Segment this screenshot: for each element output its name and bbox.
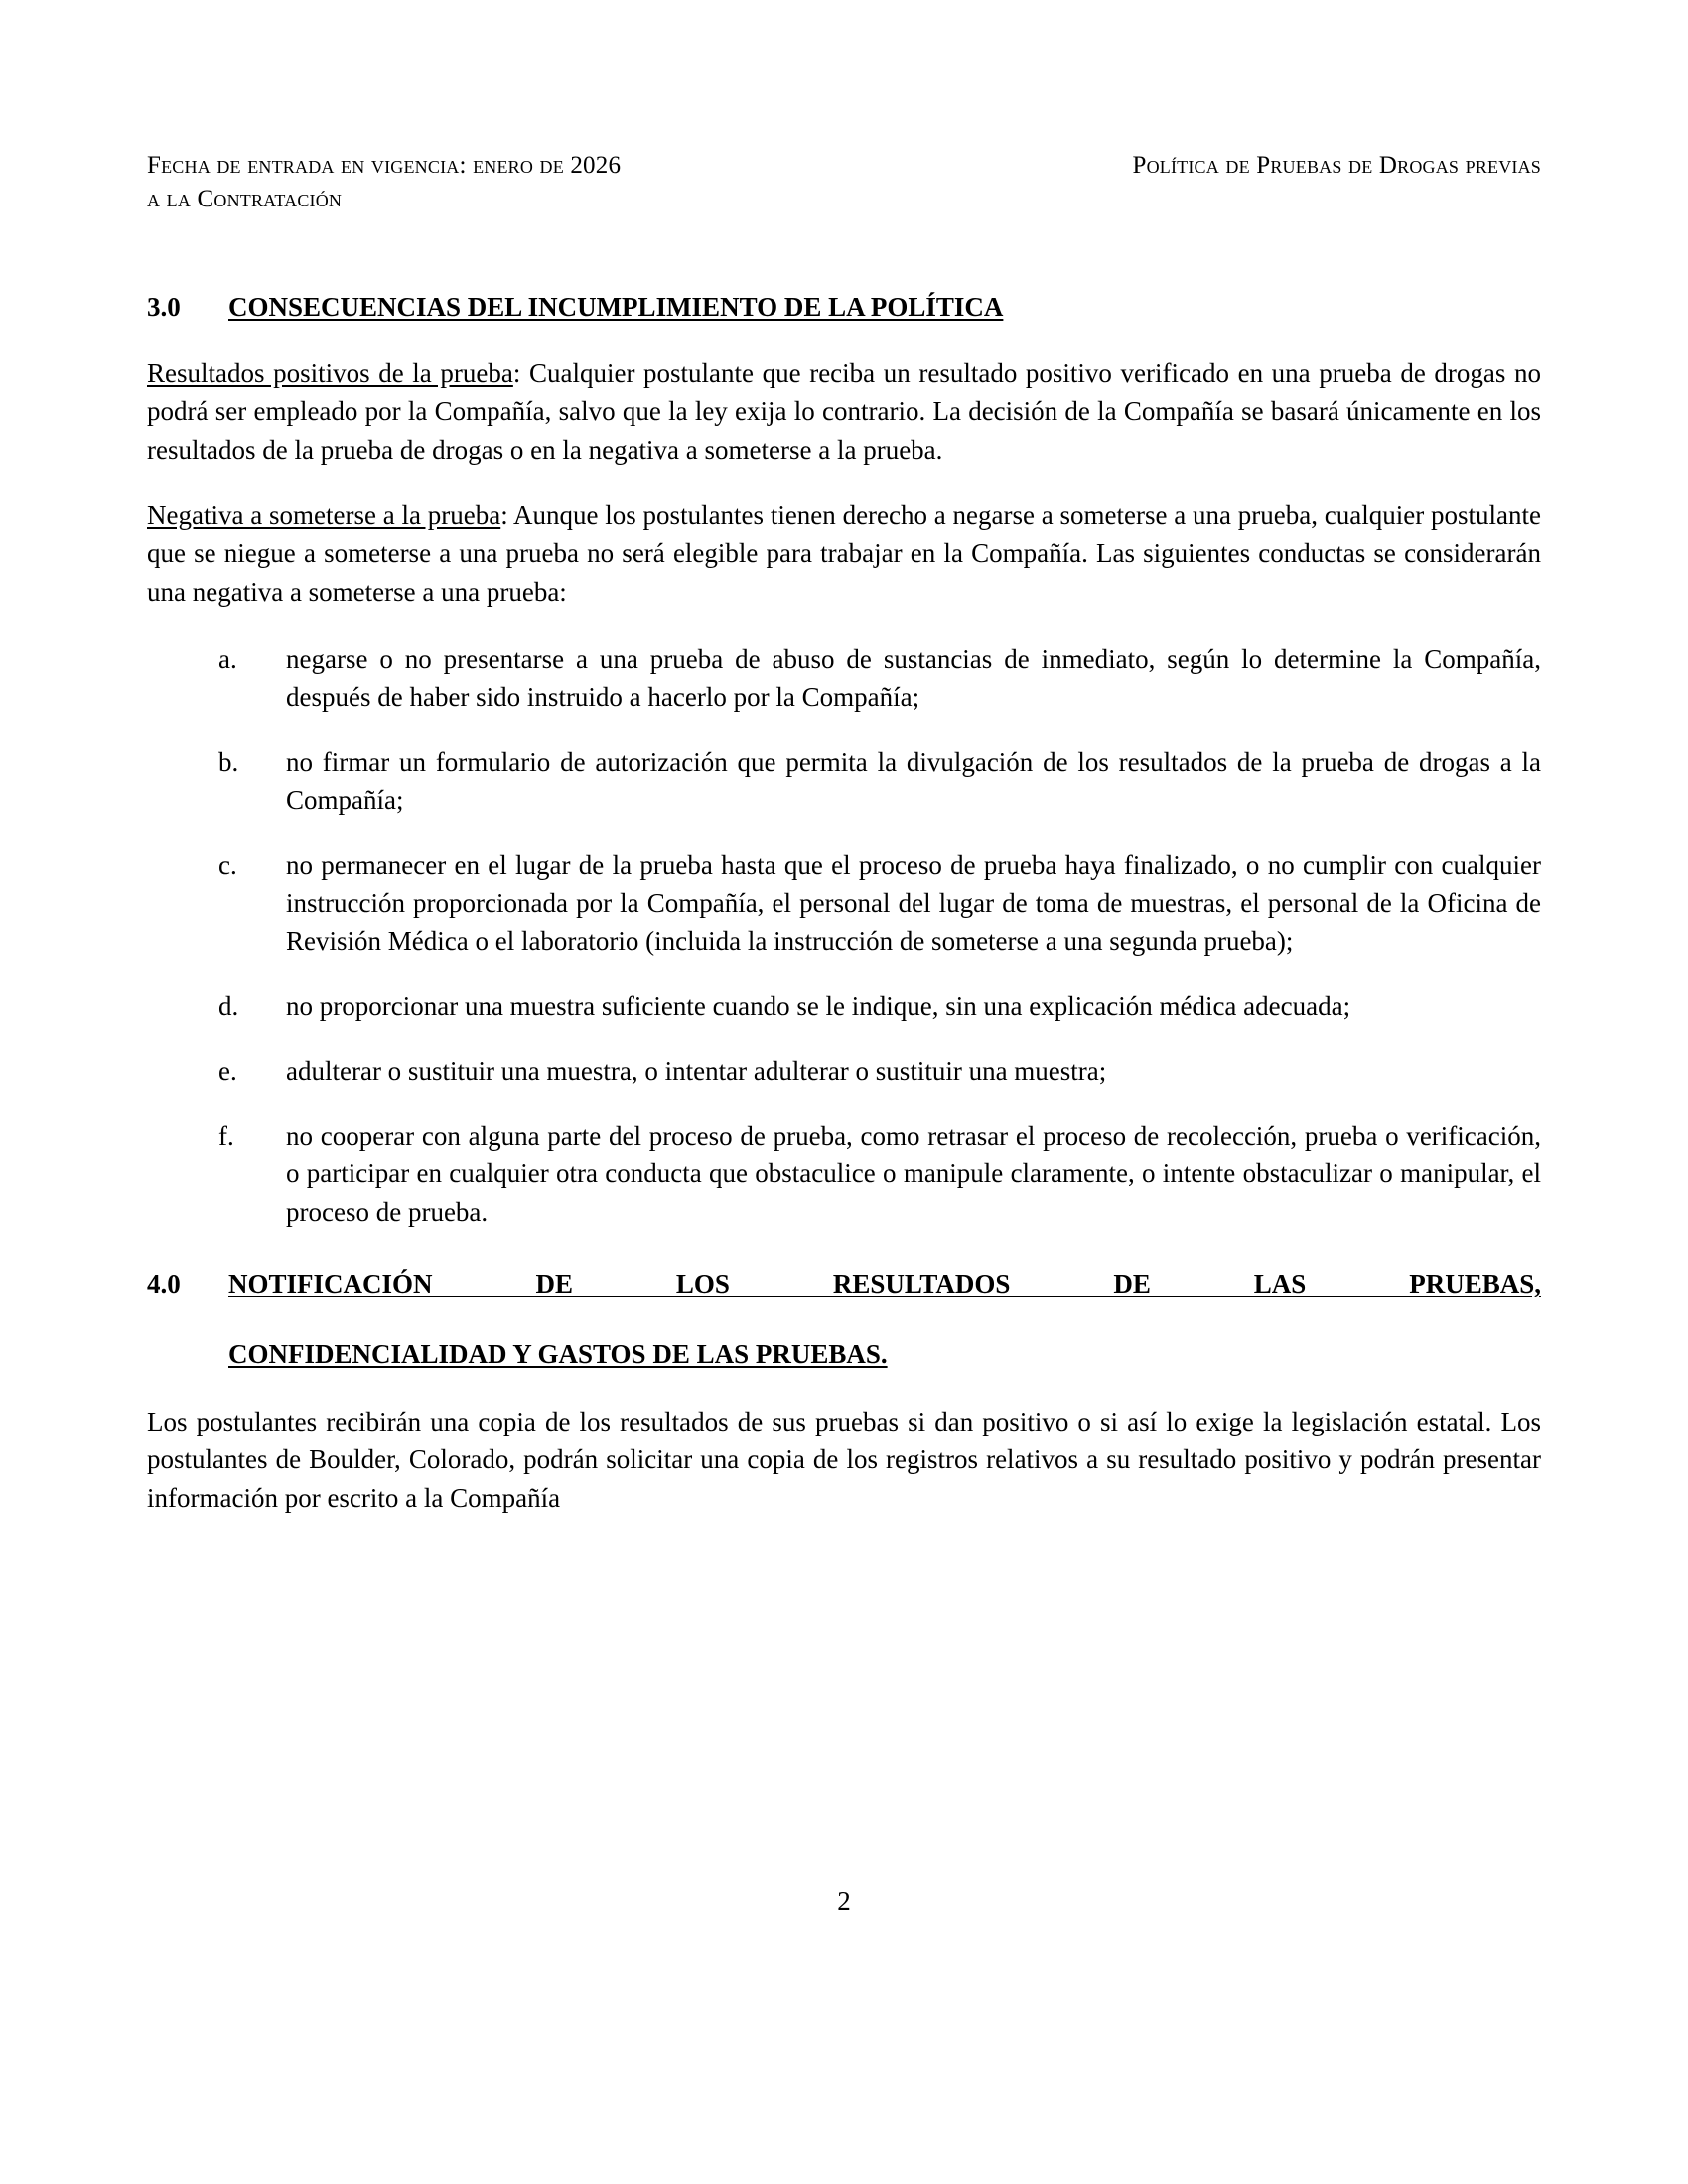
positive-results-body: : Cualquier postulante que reciba un resultado positivo verificado en una prueba de drogas no podrá ser empleado por la Compañía, salvo que la ley exija lo contrario. La decisión de la Compañía se basará únicamente en los resultados de la prueba de drogas o en la negativa a someterse a la prueba. [147,358,1541,465]
running-header [147,149,1541,216]
paragraph-notification: Los postulantes recibirán una copia de los resultados de sus pruebas si dan positivo o si así lo exige la legislación estatal. Los postulantes de Boulder, Colorado, podrán solicitar una copia de los registros relativos a su resultado positivo y podrán presentar información por escrito a la Compañía [147,1406,1541,1513]
list-item [218,744,1541,820]
list-item [218,1052,1541,1090]
header-left [147,149,621,216]
section-title-4-line1: NOTIFICACIÓN DE LOS RESULTADOS DE LAS PRUEBAS, [228,1269,1541,1299]
positive-results-label: Resultados positivos de la prueba [147,358,513,389]
header-policy-title: Política de Pruebas de Drogas previas [1132,152,1541,179]
list-item-text: no firmar un formulario de autorización que permita la divulgación de los resultados de la prueba de drogas a la Compañía; [286,747,1541,816]
list-item-text: no permanecer en el lugar de la prueba hasta que el proceso de prueba haya finalizado, o no cumplir con cualquier instrucción proporcionada por la Compañía, el personal del lugar de toma de muestras, el personal de la Oficina de Revisión Médica o el laboratorio (incluida la instrucción de someterse a una segunda prueba); [286,850,1541,957]
section-heading-3 [147,290,1541,326]
list-item-text: adulterar o sustituir una muestra, o intentar adulterar o sustituir una muestra; [286,1055,1107,1086]
list-item-marker: e. [218,1055,237,1086]
list-item-text: negarse o no presentarse a una prueba de abuso de sustancias de inmediato, según lo determine la Compañía, después de haber sido instruido a hacerlo por la Compañía; [286,644,1541,713]
list-item [218,640,1541,717]
section-title-4-line2: CONFIDENCIALIDAD Y GASTOS DE LAS PRUEBAS. [228,1339,888,1370]
list-item [218,1117,1541,1231]
section-number-3: 3.0 [147,291,181,322]
list-item-marker: c. [218,850,237,881]
list-item [218,987,1541,1024]
header-effective-date-line1: Fecha de entrada en vigencia: enero de 2026 [147,152,622,179]
section-number-4: 4.0 [147,1269,181,1299]
list-item-marker: b. [218,747,239,777]
refusal-body: : Aunque los postulantes tienen derecho a negarse a someterse a una prueba, cualquier postulante que se niegue a someterse a una prueba no será elegible para trabajar en la Compañía. Las siguientes conductas se considerarán una negativa a someterse a una prueba: [147,500,1541,607]
header-effective-date-line2: a la Contratación [147,185,343,212]
list-item-marker: d. [218,991,239,1022]
refusal-conduct-list [147,640,1541,1231]
list-item-marker: f. [218,1121,234,1152]
section-title-3: CONSECUENCIAS DEL INCUMPLIMIENTO DE LA POLÍTICA [228,291,1004,322]
section-heading-4 [147,1267,1541,1373]
page-number: 2 [837,1886,851,1916]
refusal-label: Negativa a someterse a la prueba [147,500,501,531]
list-item [218,846,1541,960]
section-title-4 [228,1267,1541,1373]
header-right [1122,149,1541,183]
paragraph-refusal [147,496,1541,611]
list-item-marker: a. [218,644,237,675]
paragraph-positive-results [147,354,1541,469]
list-item-text: no proporcionar una muestra suficiente cuando se le indique, sin una explicación médica adecuada; [286,991,1351,1022]
list-item-text: no cooperar con alguna parte del proceso de prueba, como retrasar el proceso de recolección, prueba o verificación, o participar en cualquier otra conducta que obstaculice o manipule claramente, o intente obstaculizar o manipular, el proceso de prueba. [286,1121,1541,1227]
